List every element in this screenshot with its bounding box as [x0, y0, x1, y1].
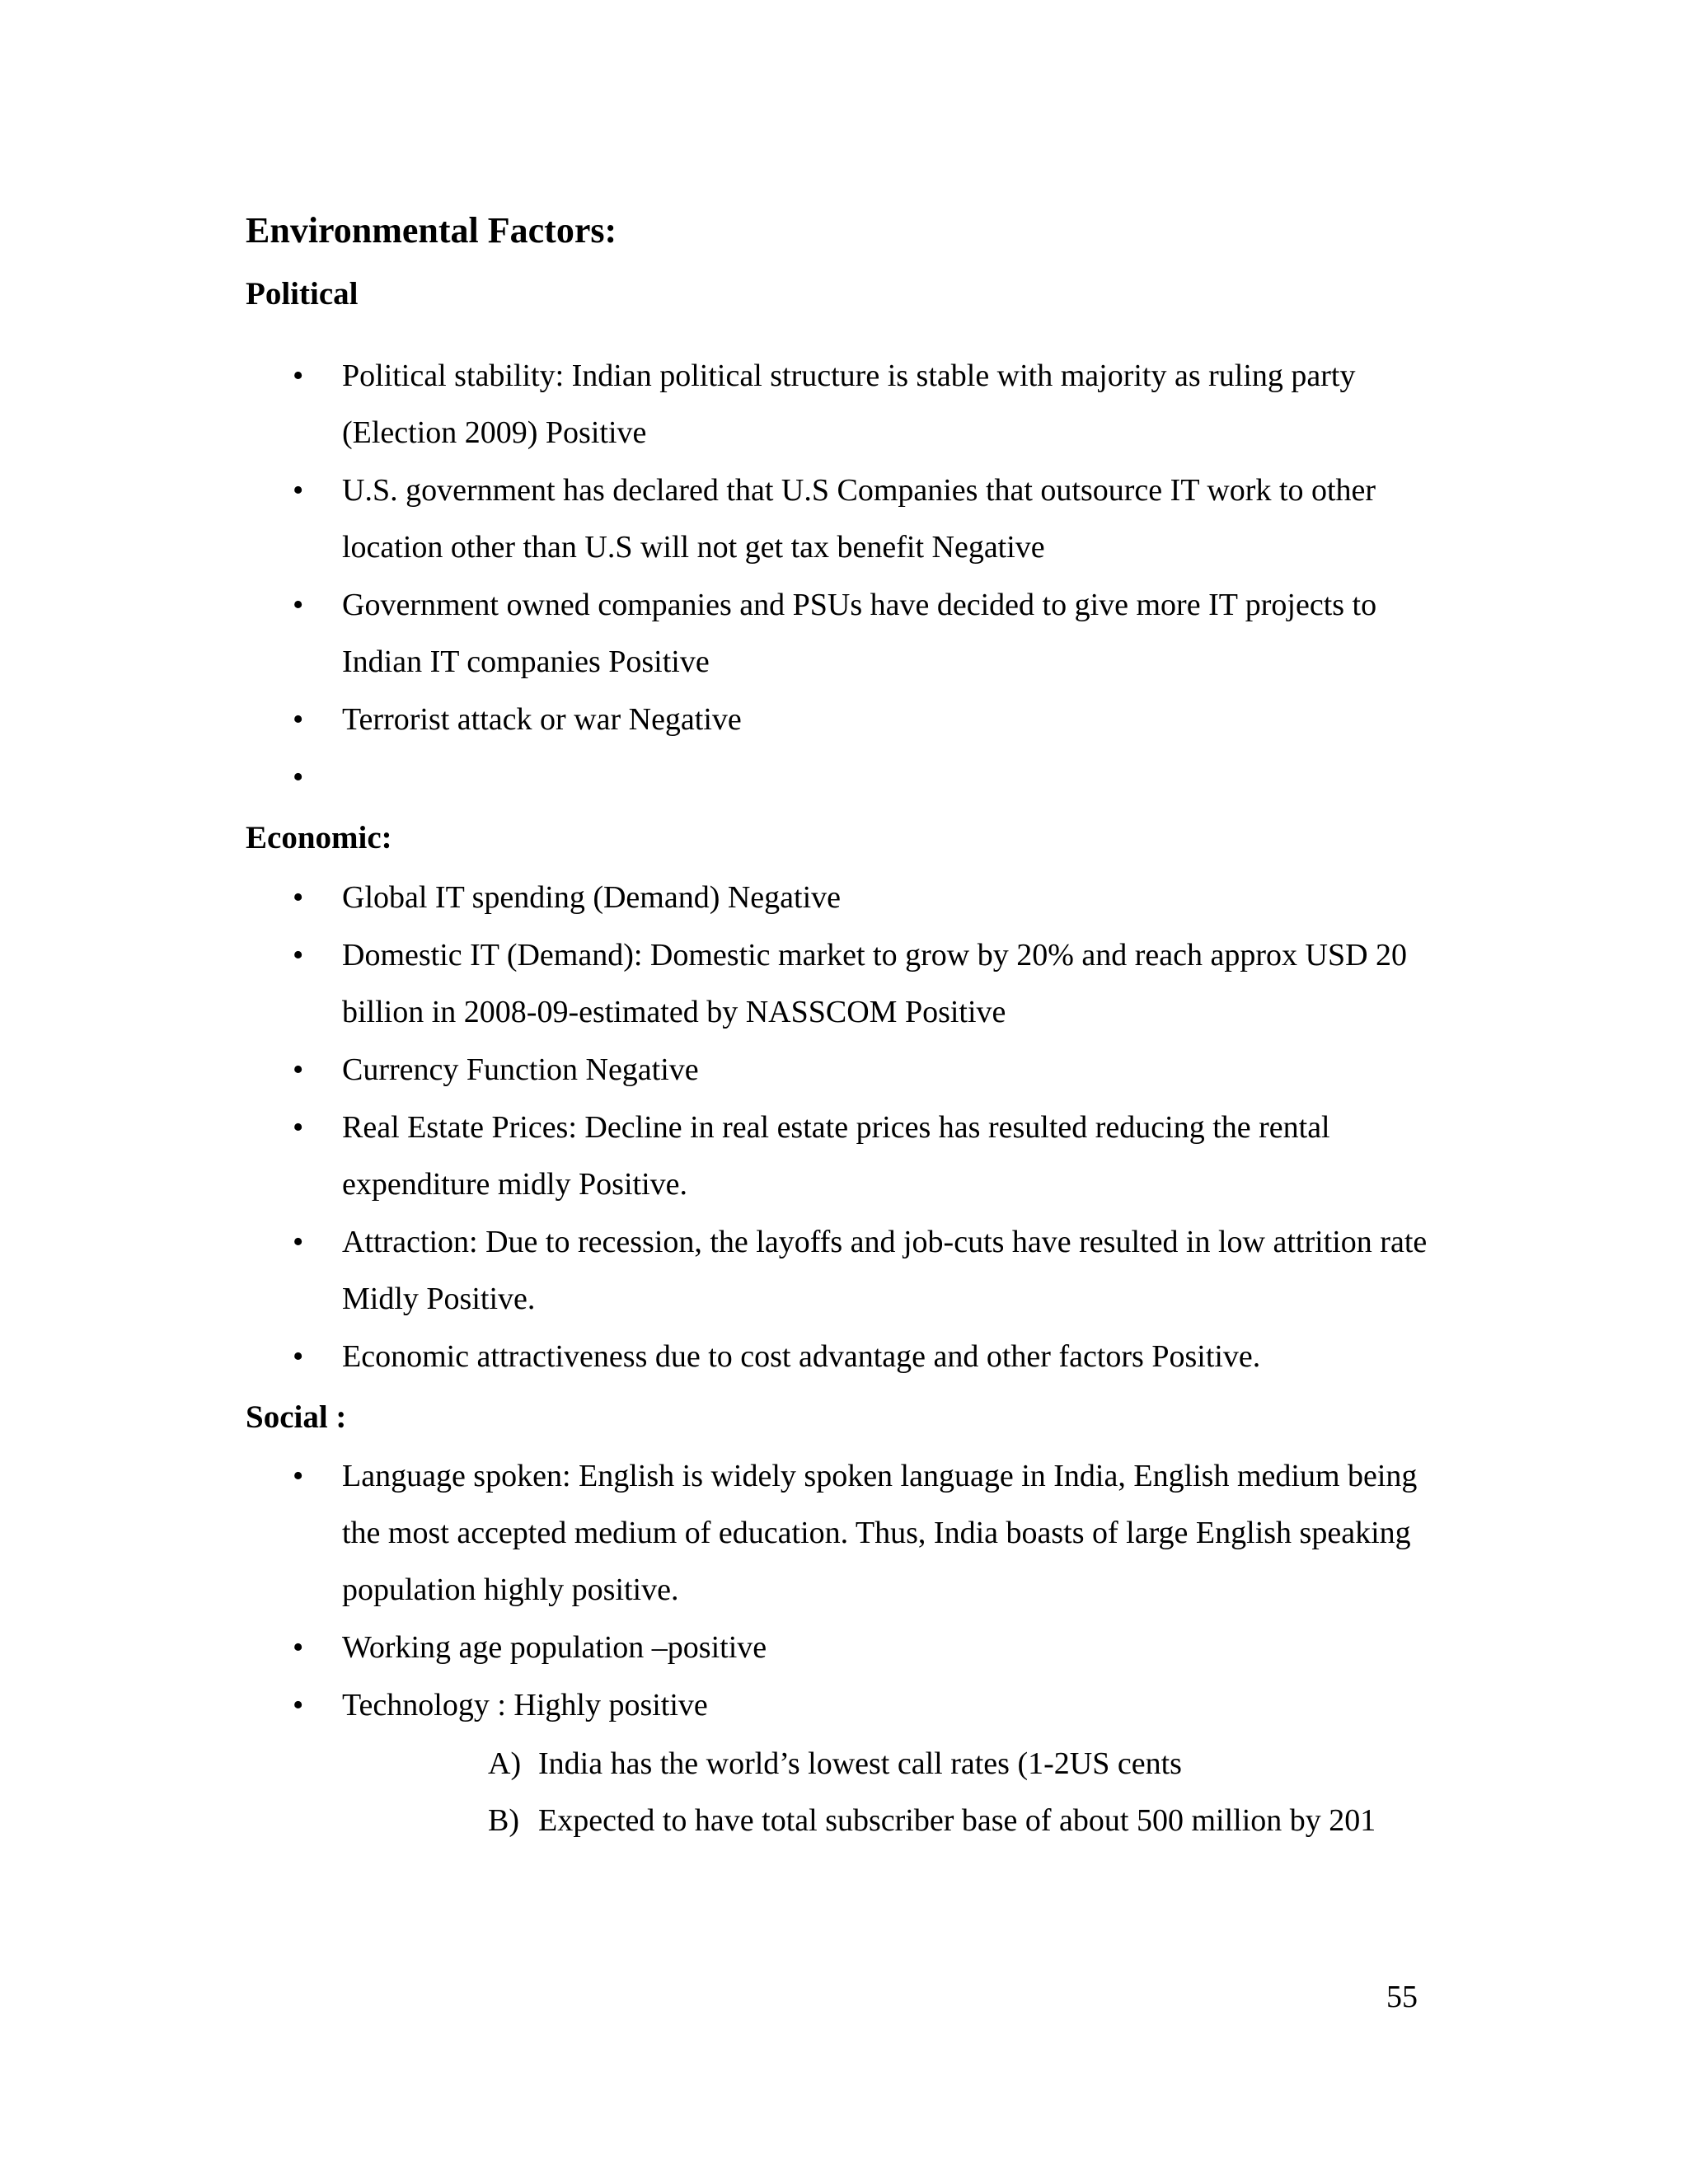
list-item-text: Government owned companies and PSUs have decided to give more IT projects to Indian IT companies Positive — [342, 588, 1377, 679]
list-item — [0, 462, 1447, 576]
list-item-text: U.S. government has declared that U.S Companies that outsource IT work to other location other than U.S will not get tax benefit Negative — [342, 473, 1376, 565]
sub-list-item-text: India has the world’s lowest call rates (1-2US cents — [538, 1746, 1182, 1781]
page-title: Environmental Factors: — [246, 210, 617, 251]
list-item — [0, 1042, 1447, 1099]
list-item — [0, 1619, 1447, 1676]
list-item-text: Language spoken: English is widely spoken language in India, English medium being the most accepted medium of education. Thus, India boasts of large English speaking population highly positive. — [342, 1459, 1418, 1607]
economic-list — [0, 869, 1688, 1386]
bullet-icon: • — [293, 760, 304, 794]
sub-list-item-text: Expected to have total subscriber base of about 500 million by 201 — [538, 1803, 1376, 1838]
sub-list-marker: A) — [488, 1746, 522, 1781]
bullet-icon: • — [293, 1225, 304, 1259]
bullet-icon: • — [293, 1339, 304, 1374]
list-item-text: Political stability: Indian political structure is stable with majority as ruling party (Election 2009) Positive — [342, 359, 1356, 450]
section-heading-political: Political — [246, 276, 359, 312]
bullet-icon: • — [293, 938, 304, 972]
sub-list-marker: B) — [488, 1803, 519, 1838]
list-item-text: Working age population –positive — [342, 1630, 767, 1665]
list-item — [0, 348, 1447, 462]
list-item — [0, 869, 1447, 926]
bullet-icon: • — [293, 359, 304, 393]
bullet-icon: • — [293, 588, 304, 622]
list-item-text: Global IT spending (Demand) Negative — [342, 880, 842, 915]
list-item-text: Domestic IT (Demand): Domestic market to grow by 20% and reach approx USD 20 billion in 2008-09-estimated by NASSCOM Positive — [342, 938, 1408, 1029]
social-list — [0, 1448, 1688, 1735]
list-item-text: Technology : Highly positive — [342, 1688, 708, 1722]
section-heading-social: Social : — [246, 1399, 347, 1435]
bullet-icon: • — [293, 1688, 304, 1722]
list-item-text: Attraction: Due to recession, the layoffs and job-cuts have resulted in low attrition rate Midly Positive. — [342, 1225, 1428, 1316]
list-item-text: Real Estate Prices: Decline in real estate prices has resulted reducing the rental expenditure midly Positive. — [342, 1110, 1330, 1202]
list-item — [0, 1099, 1447, 1213]
technology-sub-list — [0, 1736, 1688, 1849]
bullet-icon: • — [293, 1630, 304, 1665]
bullet-icon: • — [293, 473, 304, 508]
bullet-icon: • — [293, 702, 304, 737]
sub-list-item — [0, 1793, 1688, 1849]
political-list — [0, 348, 1688, 807]
bullet-icon: • — [293, 1052, 304, 1087]
bullet-icon: • — [293, 1459, 304, 1493]
list-item — [0, 1677, 1447, 1734]
sub-list-item — [0, 1736, 1688, 1793]
section-heading-economic: Economic: — [246, 820, 392, 855]
list-item — [0, 1214, 1447, 1328]
list-item-text: Currency Function Negative — [342, 1052, 699, 1087]
bullet-icon: • — [293, 880, 304, 915]
list-item — [0, 1329, 1447, 1385]
list-item-empty — [0, 749, 1447, 806]
list-item-text: Terrorist attack or war Negative — [342, 702, 742, 737]
list-item-text: Economic attractiveness due to cost advantage and other factors Positive. — [342, 1339, 1261, 1374]
list-item — [0, 1448, 1447, 1619]
list-item — [0, 691, 1447, 748]
list-item — [0, 577, 1447, 691]
page-number: 55 — [1386, 1980, 1418, 2014]
bullet-icon: • — [293, 1110, 304, 1145]
list-item — [0, 927, 1447, 1041]
